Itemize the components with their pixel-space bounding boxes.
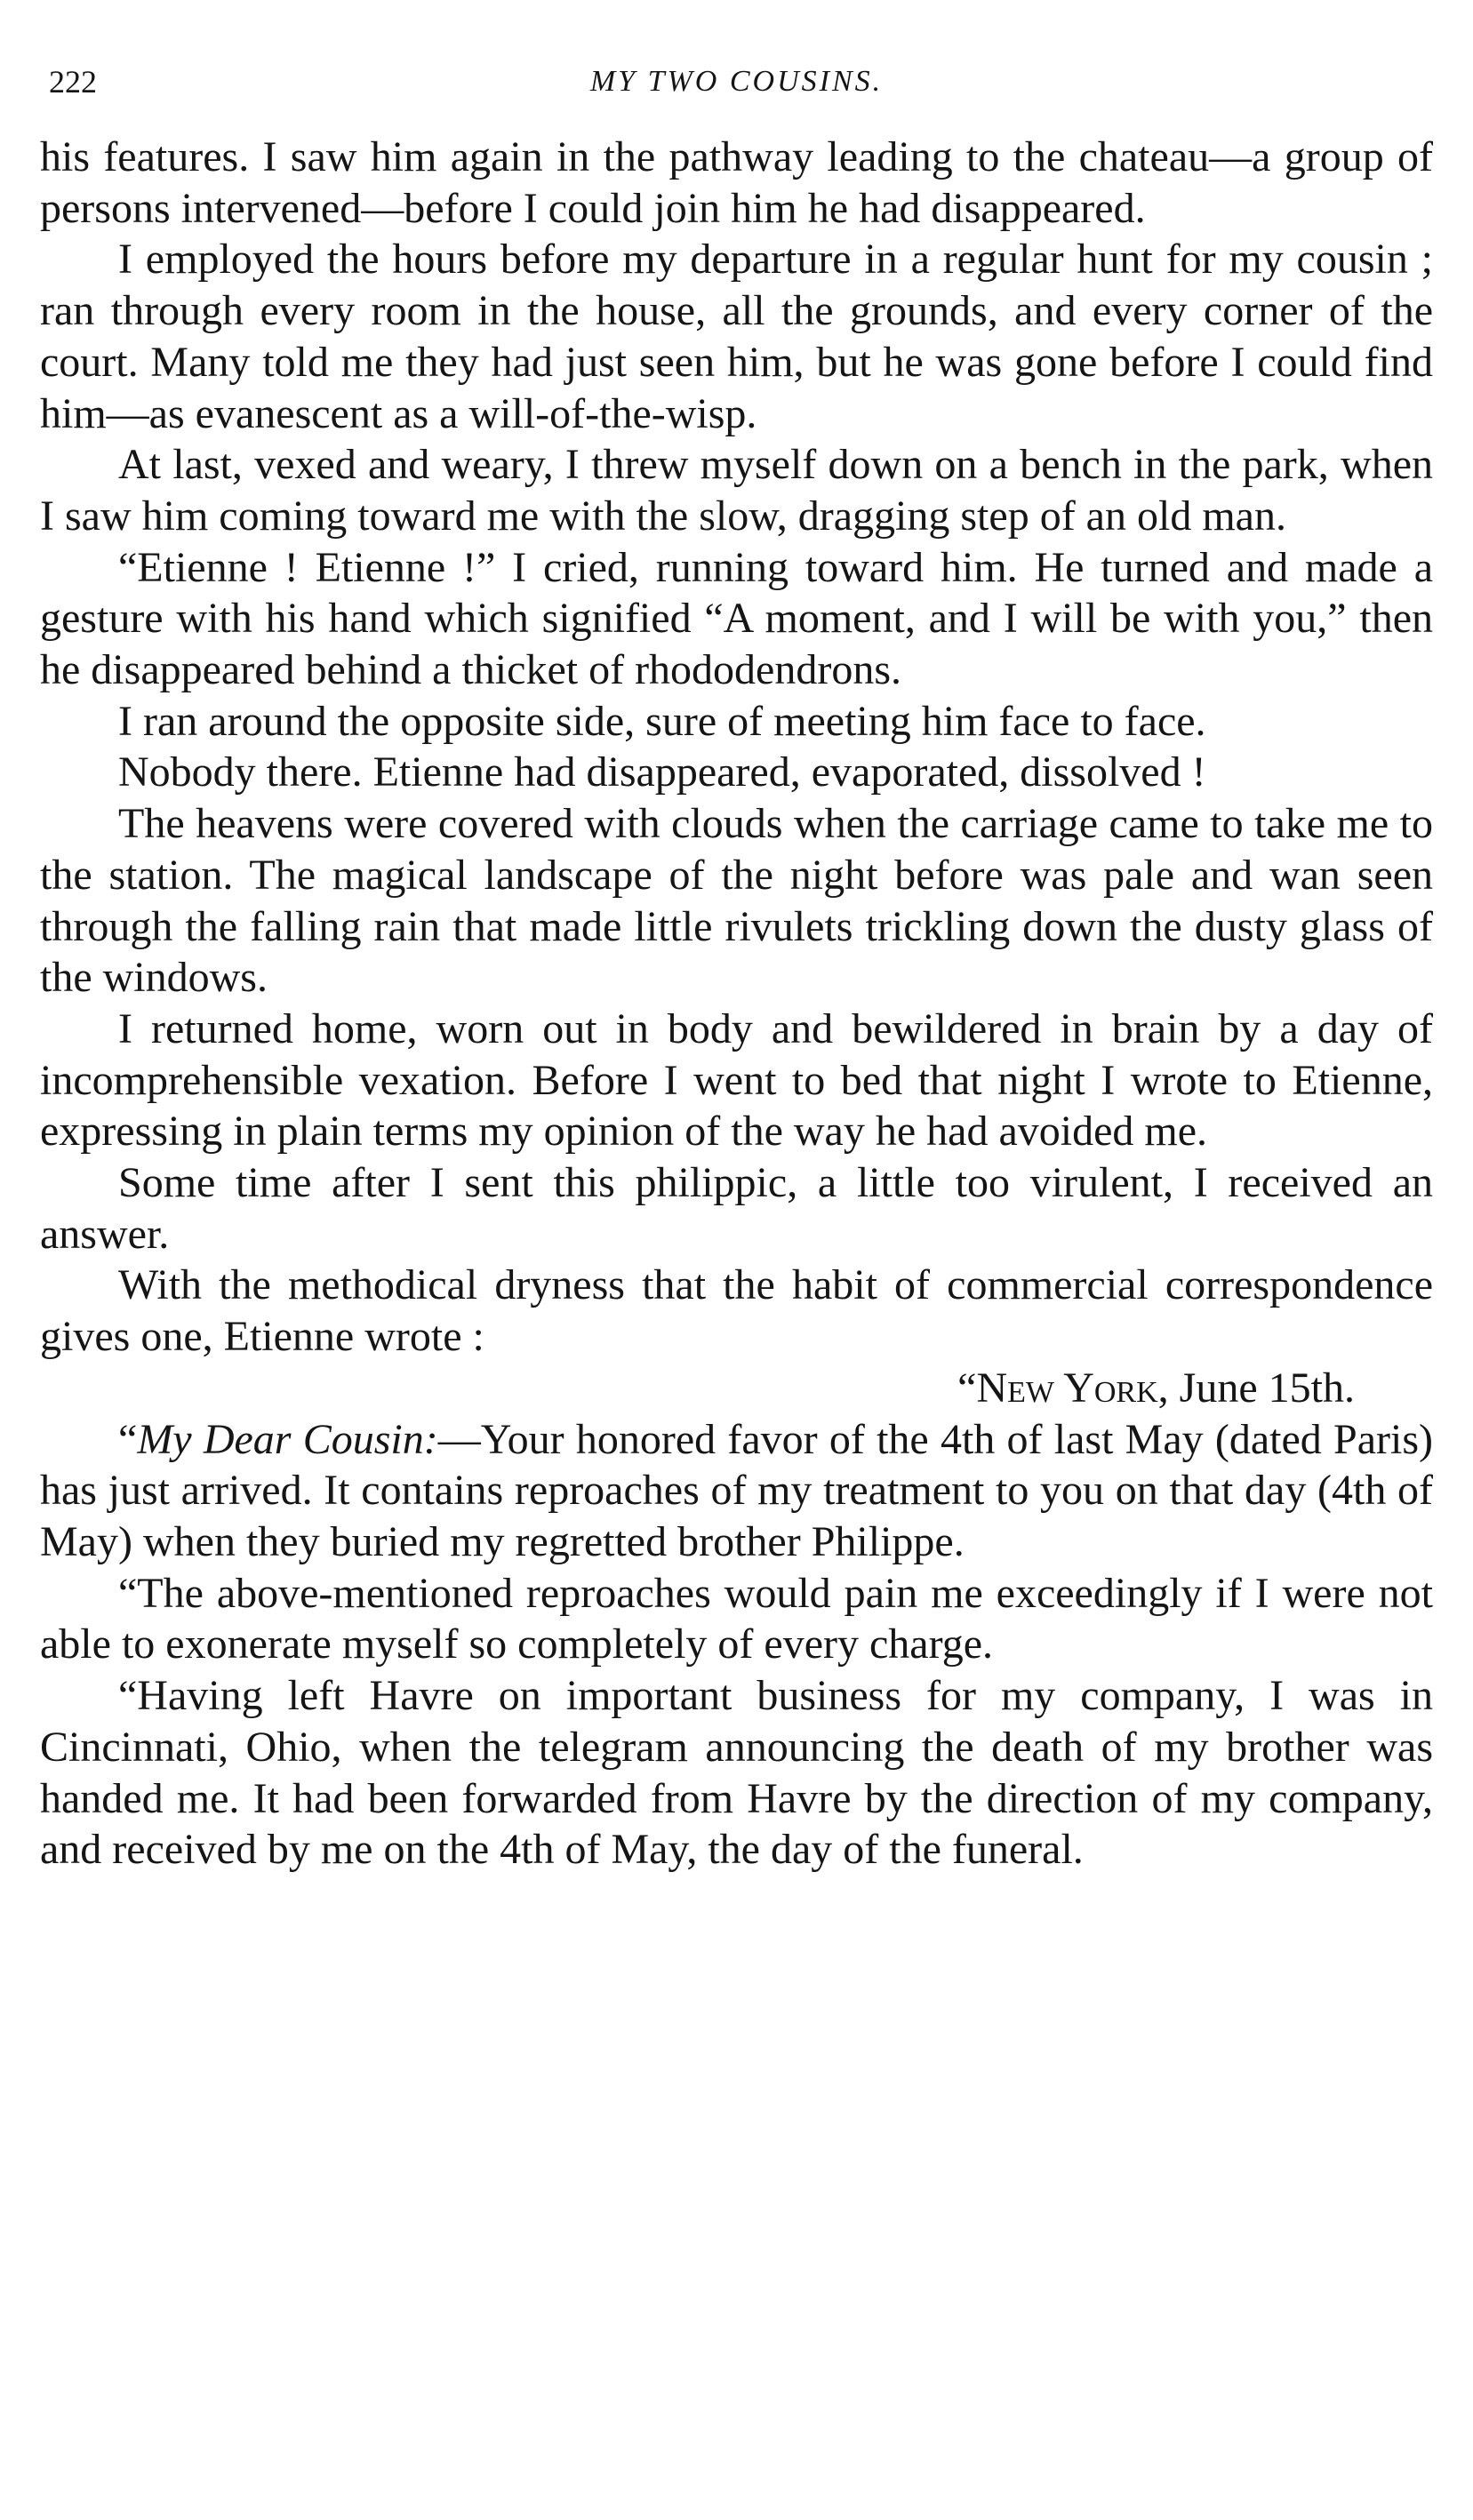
paragraph-12 — [40, 1414, 1433, 1568]
paragraph-2: I employed the hours before my departure in a regular hunt for my cousin ; ran through every room in the house, all the grounds, and every corner of the court. Many told me they had just seen him, but he was gone before I could find him—as evanescent as a will-of-the-wisp. — [40, 236, 1433, 437]
paragraph-6: Nobody there. Etienne had disappeared, evaporated, dissolved ! — [118, 748, 1206, 796]
running-head — [49, 55, 1424, 108]
running-title: MY TWO COUSINS. — [589, 65, 884, 98]
letter-quote: “ — [118, 1415, 138, 1463]
letter-salutation: My Dear Cousin: — [137, 1415, 438, 1463]
paragraph-8: I returned home, worn out in body and bewildered in brain by a day of incomprehensible vexation. Before I went to bed that night I wrote to Etienne, expressing in plain terms my opinion of the way he had avoided me. — [40, 1004, 1433, 1156]
paragraph-3: At last, vexed and weary, I threw myself down on a bench in the park, when I saw him coming toward me with the slow, dragging step of an old man. — [40, 441, 1433, 540]
paragraph-9: Some time after I sent this philippic, a little too virulent, I received an answer. — [40, 1159, 1433, 1258]
paragraph-10: With the methodical dryness that the habit of commercial correspondence gives one, Etienne wrote : — [40, 1261, 1433, 1361]
paragraph-13: “The above-mentioned reproaches would pain me exceedingly if I were not able to exonerate myself so completely of every charge. — [40, 1569, 1433, 1668]
page-number: 222 — [49, 64, 97, 100]
dateline-quote: “ — [957, 1364, 977, 1412]
letter-text: —Your honored favor of the 4th of last May (dated Paris) has just arrived. It contains reproaches of my treatment to you on that day (4th of May) when they buried my regretted brother Philippe. — [40, 1415, 1434, 1565]
paragraph-7: The heavens were covered with clouds when the carriage came to take me to the station. The magical landscape of the night before was pale and wan seen through the falling rain that made little rivulets trickling down the dusty glass of the windows. — [40, 800, 1433, 1002]
body-text — [40, 132, 1433, 1876]
letter-dateline — [40, 1363, 1433, 1414]
paragraph-5: I ran around the opposite side, sure of meeting him face to face. — [118, 697, 1206, 745]
dateline-date: June 15th. — [1168, 1364, 1355, 1412]
paragraph-4: “Etienne ! Etienne !” I cried, running toward him. He turned and made a gesture with his hand which signified “A moment, and I will be with you,” then he disappeared behind a thicket of rhododendrons. — [40, 543, 1433, 694]
paragraph-1: his features. I saw him again in the pathway leading to the chateau—a group of persons intervened—before I could join him he had disappeared. — [40, 133, 1433, 232]
paragraph-14: “Having left Havre on important business for my company, I was in Cincinnati, Ohio, when the telegram announcing the death of my brother was handed me. It had been forwarded from Havre by the direction of my company, and received by me on the 4th of May, the day of the funeral. — [40, 1672, 1433, 1874]
dateline-place: New York, — [976, 1364, 1169, 1412]
